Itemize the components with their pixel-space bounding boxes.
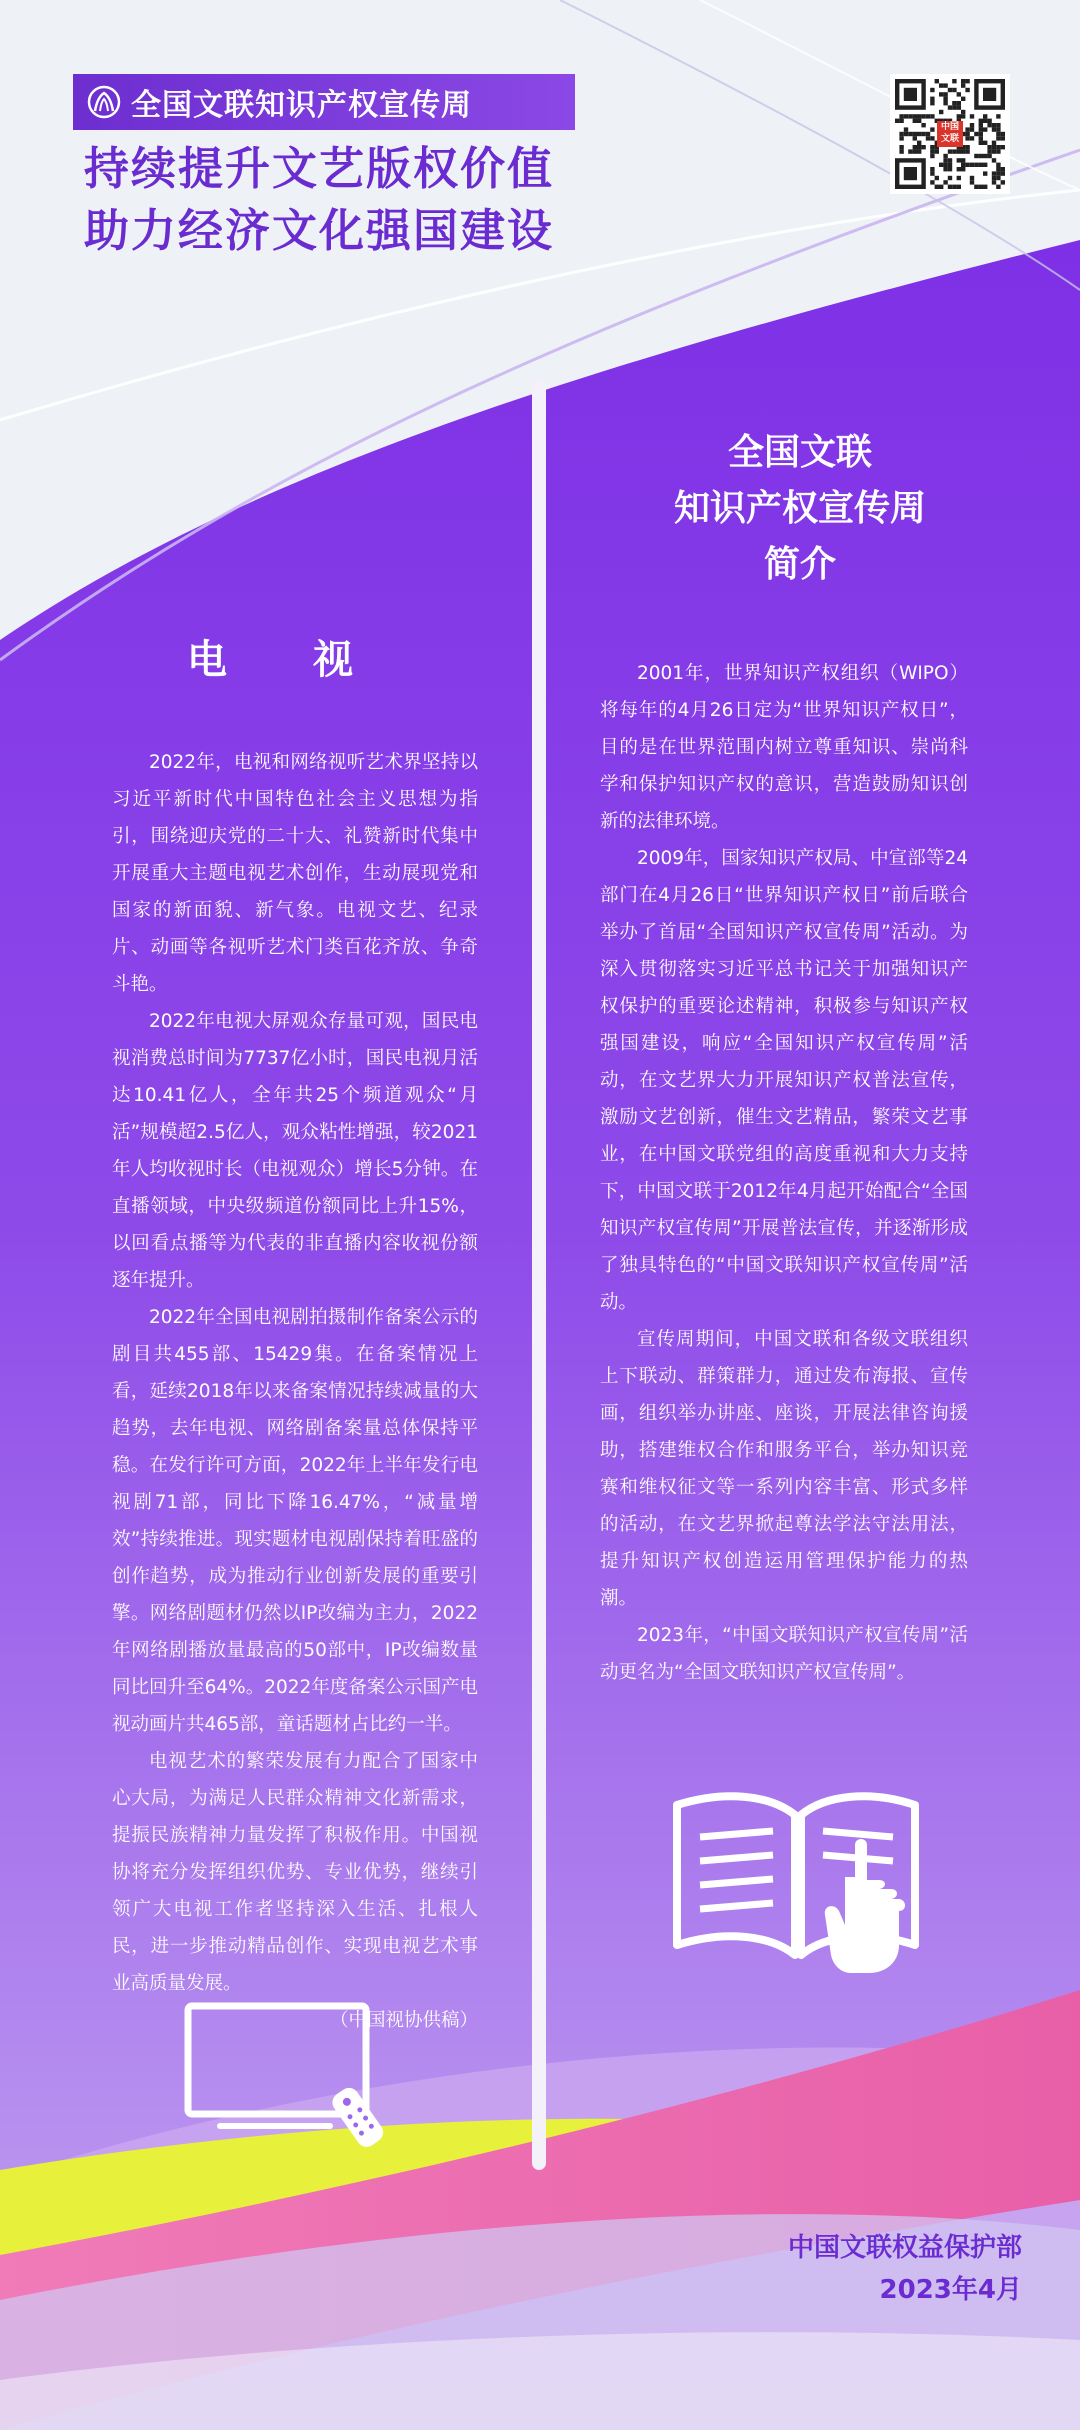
intro-title-line-2: 知识产权宣传周 bbox=[673, 488, 926, 529]
tv-paragraph: 2022年电视大屏观众存量可观，国民电视消费总时间为7737亿小时，国民电视月活达10.41亿人，全年共25个频道观众“月活”规模超2.5亿人，观众粘性增强，较2021年人均收视时长（电视观众）增长5分钟。在直播领域，中央级频道份额同比上升15%，以回看点播等为代表的非直播内容收视份额逐年提升。 bbox=[112, 1011, 478, 1291]
qr-code bbox=[890, 74, 1010, 194]
intro-title-line-1: 全国文联 bbox=[727, 432, 872, 473]
tv-credit: （中国视协供稿） bbox=[329, 2010, 478, 2031]
tv-section-title: 电 视 bbox=[187, 637, 389, 683]
headline-line-2: 助力经济文化强国建设 bbox=[84, 204, 555, 257]
footer-date: 2023年4月 bbox=[879, 2275, 1022, 2305]
footer bbox=[788, 2227, 1022, 2311]
qr-seal-stamp bbox=[937, 121, 963, 147]
intro-title-line-3: 简介 bbox=[763, 544, 836, 585]
intro-article bbox=[600, 655, 968, 1691]
wheel-logo-icon bbox=[87, 85, 121, 119]
intro-paragraph: 宣传周期间，中国文联和各级文联组织上下联动、群策群力，通过发布海报、宣传画，组织举办讲座、座谈，开展法律咨询援助，搭建维权合作和服务平台，举办知识竞赛和维权征文等一系列内容丰富、形式多样的活动，在文艺界掀起尊法学法守法用法，提升知识产权创造运用管理保护能力的热潮。 bbox=[600, 1329, 968, 1609]
tv-paragraph: 2022年全国电视剧拍摄制作备案公示的剧目共455部、15429集。在备案情况上看，延续2018年以来备案情况持续减量的大趋势，去年电视、网络剧备案量总体保持平稳。在发行许可方面，2022年上半年发行电视剧71部，同比下降16.47%，“减量增效”持续推进。现实题材电视剧保持着旺盛的创作趋势，成为推动行业创新发展的重要引擎。网络剧题材仍然以IP改编为主力，2022年网络剧播放量最高的50部中，IP改编数量同比回升至64%。2022年度备案公示国产电视动画片共465部，童话题材占比约一半。 bbox=[112, 1307, 478, 1735]
tv-paragraph: 2022年，电视和网络视听艺术界坚持以习近平新时代中国特色社会主义思想为指引，围绕迎庆党的二十大、礼赞新时代集中开展重大主题电视艺术创作，生动展现党和国家的新面貌、新气象。电视文艺、纪录片、动画等各视听艺术门类百花齐放、争奇斗艳。 bbox=[112, 752, 478, 995]
tv-article bbox=[112, 744, 478, 2039]
brand-banner bbox=[73, 74, 575, 130]
qr-seal-text: 中国文联 bbox=[940, 122, 959, 144]
brand-label: 全国文联知识产权宣传周 bbox=[131, 88, 472, 123]
tv-paragraph: 电视艺术的繁荣发展有力配合了国家中心大局，为满足人民群众精神文化新需求，提振民族精神力量发挥了积极作用。中国视协将充分发挥组织优势、专业优势，继续引领广大电视工作者坚持深入生活、扎根人民，进一步推动精品创作、实现电视艺术事业高质量发展。 bbox=[112, 1751, 478, 1994]
footer-department: 中国文联权益保护部 bbox=[787, 2233, 1022, 2263]
intro-paragraph: 2023年，“中国文联知识产权宣传周”活动更名为“全国文联知识产权宣传周”。 bbox=[600, 1625, 968, 1683]
intro-paragraph: 2009年，国家知识产权局、中宣部等24部门在4月26日“世界知识产权日”前后联合举办了首届“全国知识产权宣传周”活动。为深入贯彻落实习近平总书记关于加强知识产权保护的重要论述精神，积极参与知识产权强国建设，响应“全国知识产权宣传周”活动，在文艺界大力开展知识产权普法宣传，激励文艺创新，催生文艺精品，繁荣文艺事业，在中国文联党组的高度重视和大力支持下，中国文联于2012年4月起开始配合“全国知识产权宣传周”开展普法宣传，并逐渐形成了独具特色的“中国文联知识产权宣传周”活动。 bbox=[600, 848, 968, 1313]
intro-paragraph: 2001年，世界知识产权组织（WIPO）将每年的4月26日定为“世界知识产权日”，目的是在世界范围内树立尊重知识、崇尚科学和保护知识产权的意识，营造鼓励知识创新的法律环境。 bbox=[600, 663, 968, 832]
television-icon bbox=[180, 2000, 385, 2150]
open-book-icon bbox=[665, 1785, 930, 1975]
headline-line-1: 持续提升文艺版权价值 bbox=[84, 142, 555, 195]
intro-title bbox=[560, 425, 1040, 593]
page-headline bbox=[84, 138, 554, 262]
